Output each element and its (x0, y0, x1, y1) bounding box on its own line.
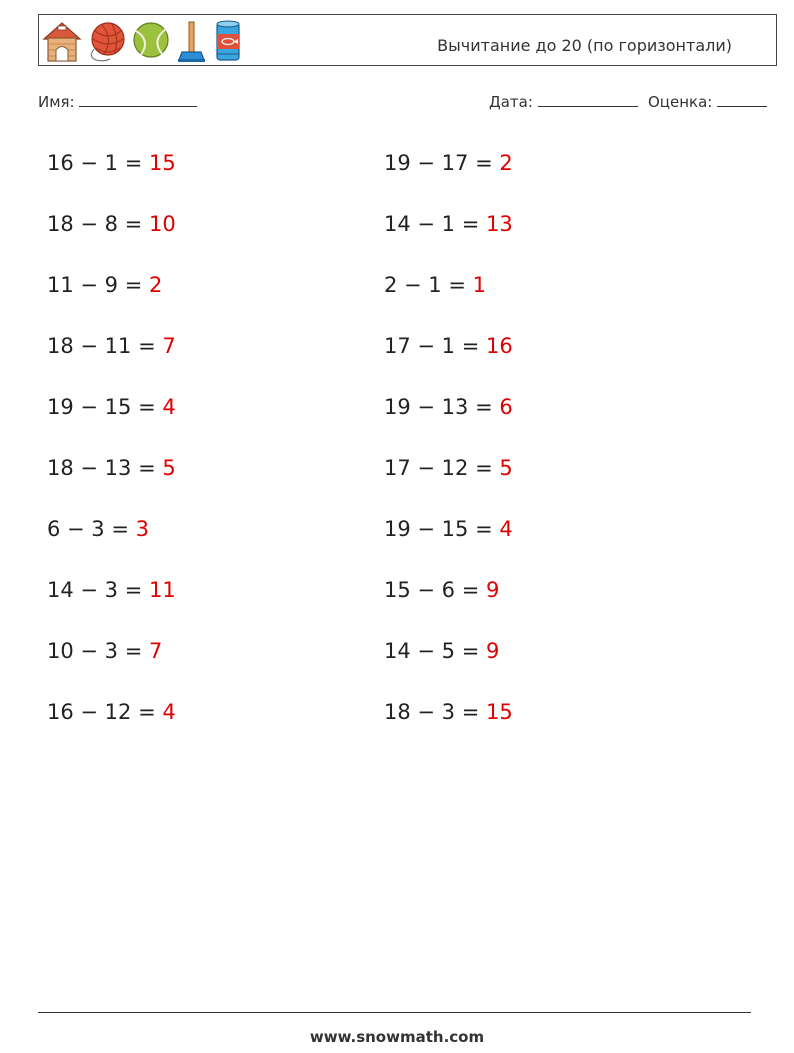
problem-expression: 11 − 9 = (47, 273, 149, 297)
problem-5 (47, 394, 176, 420)
problem-expression: 17 − 12 = (384, 456, 500, 480)
problem-6 (47, 455, 176, 481)
problem-answer: 2 (148, 273, 163, 297)
can-icon (211, 19, 245, 63)
problem-answer: 4 (162, 395, 176, 419)
problem-expression: 19 − 15 = (384, 517, 500, 541)
problem-expression: 10 − 3 = (47, 639, 149, 663)
problem-answer: 9 (485, 578, 500, 602)
problem-18 (384, 577, 499, 603)
problem-7 (47, 516, 149, 542)
problem-answer: 9 (485, 639, 500, 663)
problem-answer: 7 (148, 639, 163, 663)
problem-expression: 2 − 1 = (384, 273, 473, 297)
problem-3 (47, 272, 162, 298)
problem-answer: 7 (162, 334, 176, 358)
problem-2 (47, 211, 176, 237)
problem-9 (47, 638, 162, 664)
problem-4 (47, 333, 176, 359)
problem-answer: 5 (499, 456, 513, 480)
problem-answer: 4 (499, 517, 513, 541)
header-icons (41, 19, 245, 63)
problem-expression: 14 − 3 = (47, 578, 149, 602)
problem-expression: 6 − 3 = (47, 517, 136, 541)
problem-expression: 16 − 12 = (47, 700, 163, 724)
problem-16 (384, 455, 513, 481)
problem-expression: 19 − 13 = (384, 395, 500, 419)
doghouse-icon (41, 19, 83, 63)
worksheet-title: Вычитание до 20 (по горизонтали) (437, 36, 732, 55)
yarn-ball-icon (86, 19, 128, 63)
problem-answer: 15 (148, 151, 176, 175)
problem-17 (384, 516, 513, 542)
problem-expression: 19 − 15 = (47, 395, 163, 419)
problem-answer: 3 (135, 517, 149, 541)
grade-label: Оценка: (648, 93, 713, 111)
problem-answer: 2 (499, 151, 513, 175)
problem-20 (384, 699, 513, 725)
tennis-ball-icon (131, 19, 171, 63)
problem-15 (384, 394, 513, 420)
worksheet-header (38, 14, 777, 66)
problem-13 (384, 272, 486, 298)
problem-11 (384, 150, 513, 176)
problem-19 (384, 638, 499, 664)
problem-expression: 18 − 3 = (384, 700, 486, 724)
problem-1 (47, 150, 176, 176)
problem-expression: 17 − 1 = (384, 334, 486, 358)
problem-answer: 15 (485, 700, 513, 724)
problem-expression: 18 − 11 = (47, 334, 163, 358)
grade-field (648, 92, 767, 111)
plunger-icon (174, 19, 208, 63)
problem-expression: 15 − 6 = (384, 578, 486, 602)
problem-expression: 18 − 13 = (47, 456, 163, 480)
problem-answer: 5 (162, 456, 176, 480)
problem-8 (47, 577, 176, 603)
problem-12 (384, 211, 513, 237)
problem-answer: 10 (148, 212, 176, 236)
date-label: Дата: (489, 93, 533, 111)
problem-answer: 13 (485, 212, 513, 236)
name-blank (79, 92, 197, 107)
name-field (38, 92, 197, 111)
problem-expression: 18 − 8 = (47, 212, 149, 236)
problem-expression: 14 − 1 = (384, 212, 486, 236)
date-field (489, 92, 638, 111)
problem-answer: 11 (148, 578, 176, 602)
problem-answer: 6 (499, 395, 513, 419)
footer-url[interactable]: www.snowmath.com (309, 1028, 485, 1046)
problem-expression: 19 − 17 = (384, 151, 500, 175)
problem-answer: 1 (472, 273, 486, 297)
problem-14 (384, 333, 513, 359)
problem-answer: 16 (485, 334, 513, 358)
footer-divider (38, 1012, 751, 1013)
problem-expression: 16 − 1 = (47, 151, 149, 175)
grade-blank (717, 92, 767, 107)
problem-expression: 14 − 5 = (384, 639, 486, 663)
date-blank (538, 92, 638, 107)
problem-answer: 4 (162, 700, 176, 724)
name-label: Имя: (38, 93, 75, 111)
problem-10 (47, 699, 176, 725)
